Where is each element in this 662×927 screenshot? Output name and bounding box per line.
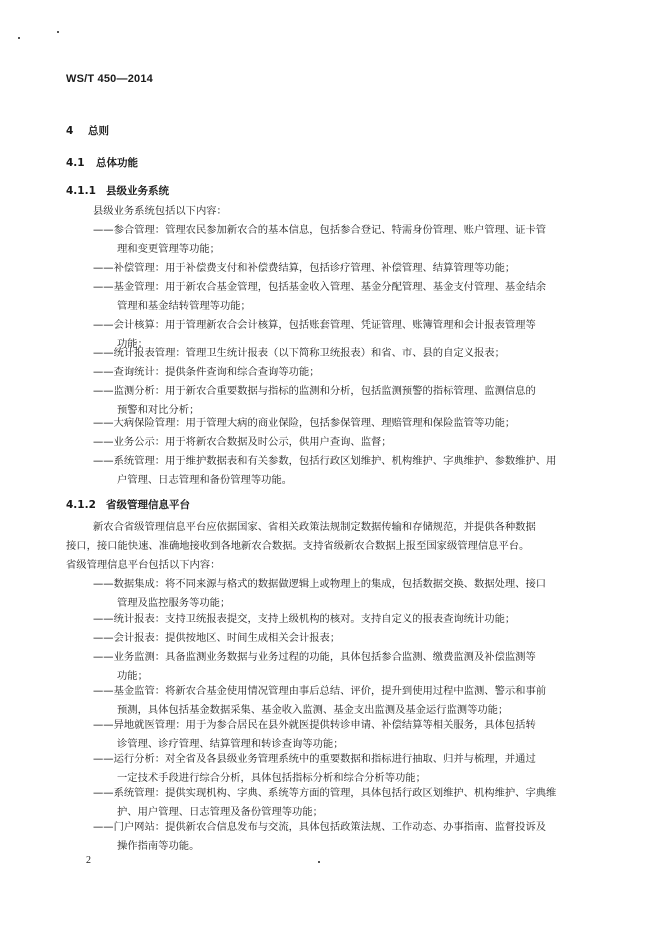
- list-item: ——系统管理：用于维护数据表和有关参数，包括行政区划维护、机构维护、字典维护、参数维护、用 户管理、日志管理和备份管理等功能。: [93, 455, 557, 486]
- section-4-1-heading: [66, 155, 138, 170]
- paragraph: 新农合省级管理信息平台应依据国家、省相关政策法规制定数据传输和存储规范，并提供各种数据: [93, 521, 536, 533]
- standard-code: WS/T 450—2014: [66, 73, 153, 85]
- section-title: 总体功能: [96, 157, 138, 169]
- page-number: 2: [86, 855, 91, 866]
- list-item: ——补偿管理：用于补偿费支付和补偿费结算，包括诊疗管理、补偿管理、结算管理等功能；: [93, 262, 516, 274]
- list-item: ——统计报表管理：管理卫生统计报表（以下简称卫统报表）和省、市、县的自定义报表；: [93, 347, 505, 359]
- list-item: ——会计报表：提供按地区、时间生成相关会计报表；: [93, 632, 341, 644]
- list-item: ——基金管理：用于新农合基金管理，包括基金收入管理、基金分配管理、基金支付管理、基金结余 管理和基金结转管理等功能；: [93, 281, 547, 312]
- list-item: ——异地就医管理：用于为参合居民在县外就医提供转诊申请、补偿结算等相关服务，具体包括转 诊管理、诊疗管理、结算管理和转诊查询等功能；: [93, 719, 536, 750]
- section-4-1-2-heading: [66, 497, 190, 512]
- list-item: ——数据集成：将不同来源与格式的数据做逻辑上或物理上的集成，包括数据交换、数据处理、接口 管理及监控服务等功能；: [93, 578, 547, 609]
- list-item: ——基金监管：将新农合基金使用情况管理由事后总结、评价，提升到使用过程中监测、警示和事前 预测，具体包括基金数据采集、基金收入监测、基金支出监测及基金运行监测等功能；: [93, 685, 547, 716]
- paragraph: 县级业务系统包括以下内容：: [93, 205, 227, 217]
- section-title: 县级业务系统: [106, 185, 169, 197]
- scan-mark: [318, 861, 320, 863]
- list-item: ——查询统计：提供条件查询和综合查询等功能；: [93, 366, 320, 378]
- list-item: ——参合管理：管理农民参加新农合的基本信息，包括参合登记、特需身份管理、账户管理、证卡管 理和变更管理等功能；: [93, 224, 547, 255]
- list-item: ——系统管理：提供实现机构、字典、系统等方面的管理，具体包括行政区划维护、机构维护、字典维 护、用户管理、日志管理及备份管理等功能；: [93, 787, 557, 818]
- section-number: 4.1.2: [66, 499, 96, 511]
- list-item: ——运行分析：对全省及各县级业务管理系统中的重要数据和指标进行抽取、归并与梳理，并通过 一定技术手段进行综合分析，具体包括指标分析和综合分析等功能；: [93, 753, 536, 784]
- list-item: ——业务公示：用于将新农合数据及时公示，供用户查询、监督；: [93, 436, 392, 448]
- list-item: ——大病保险管理：用于管理大病的商业保险，包括参保管理、理赔管理和保险监管等功能；: [93, 417, 516, 429]
- section-title: 省级管理信息平台: [106, 499, 190, 511]
- section-number: 4: [66, 125, 74, 137]
- section-number: 4.1: [66, 157, 85, 169]
- section-title: 总则: [88, 125, 109, 137]
- list-item: ——门户网站：提供新农合信息发布与交流，具体包括政策法规、工作动态、办事指南、监督投诉及 操作指南等功能。: [93, 821, 547, 852]
- section-number: 4.1.1: [66, 185, 96, 197]
- list-item: ——业务监测：具备监测业务数据与业务过程的功能，具体包括参合监测、缴费监测及补偿监测等 功能；: [93, 651, 536, 682]
- section-4-1-1-heading: [66, 183, 169, 198]
- list-item: ——统计报表：支持卫统报表提交，支持上级机构的核对。支持自定义的报表查询统计功能；: [93, 613, 516, 625]
- paragraph: 接口，接口能快速、准确地接收到各地新农合数据。支持省级新农合数据上报至国家级管理信息平台。: [66, 540, 530, 552]
- paragraph: 省级管理信息平台包括以下内容：: [66, 559, 221, 571]
- scan-mark: [18, 37, 20, 39]
- section-4-heading: [66, 123, 109, 138]
- list-item: ——监测分析：用于新农合重要数据与指标的监测和分析，包括监测预警的指标管理、监测信息的 预警和对比分析；: [93, 385, 536, 416]
- scan-mark: [57, 31, 59, 33]
- list-item: ——会计核算：用于管理新农合会计核算，包括账套管理、凭证管理、账簿管理和会计报表管理等 功能；: [93, 319, 536, 350]
